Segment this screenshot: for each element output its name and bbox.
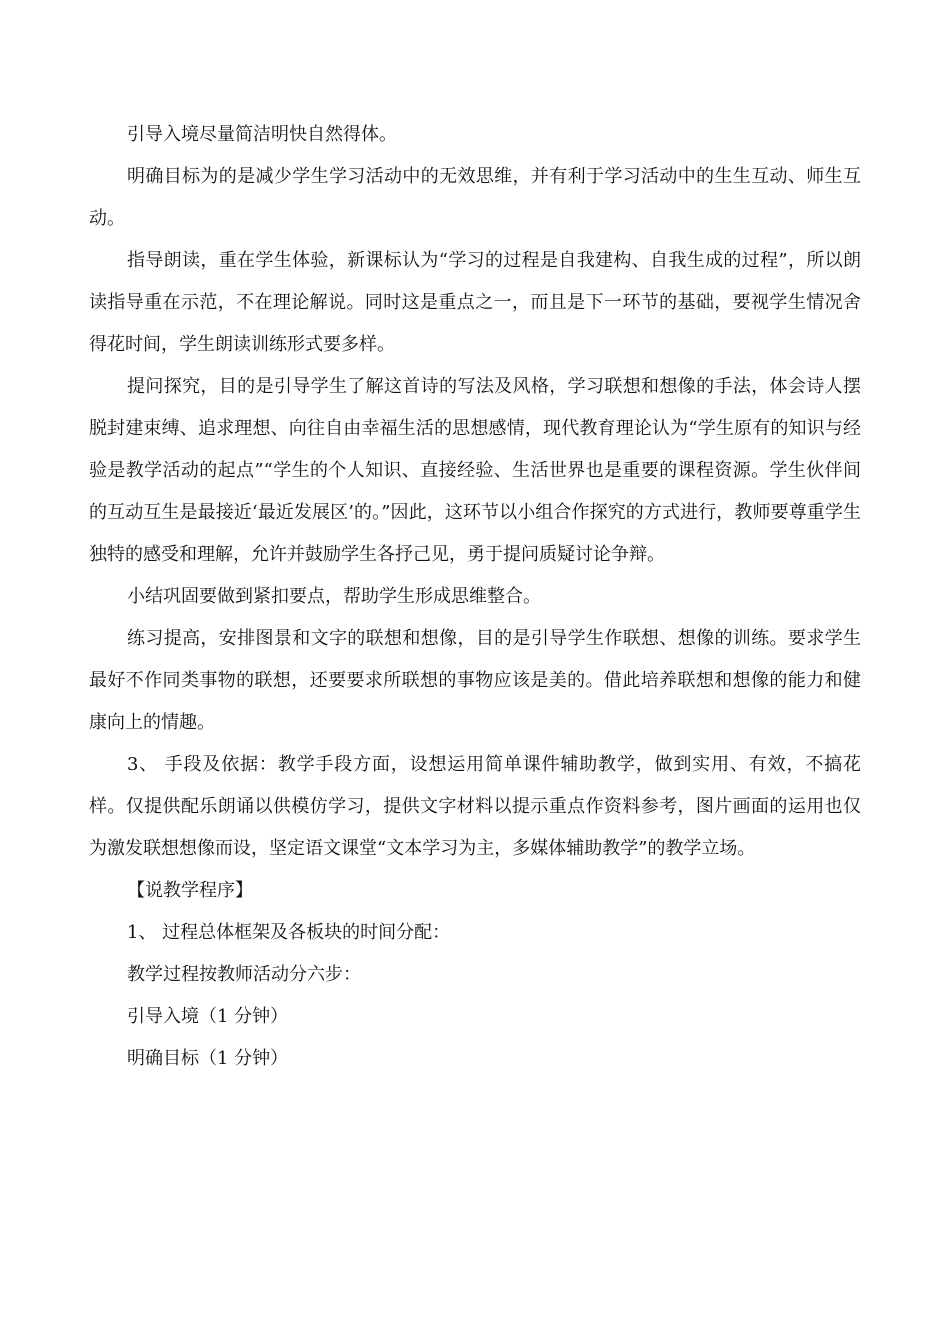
document-body [89, 114, 861, 1080]
list-item: 明确目标（1 分钟） [127, 1048, 289, 1069]
paragraph: 1、 过程总体框架及各板块的时间分配： [127, 922, 451, 943]
paragraph: 提问探究，目的是引导学生了解这首诗的写法及风格，学习联想和想像的手法，体会诗人摆脱封建束缚、追求理想、向往自由幸福生活的思想感情，现代教育理论认为“学生原有的知识与经验是教学活动的起点”“学生的个人知识、直接经验、生活世界也是重要的课程资源。学生伙伴间的互动互生是最接近‘最近发展区’的。”因此，这环节以小组合作探究的方式进行，教师要尊重学生独特的感受和理解，允许并鼓励学生各抒己见，勇于提问质疑讨论争辩。 [89, 376, 861, 565]
paragraph: 教学过程按教师活动分六步： [127, 964, 361, 985]
list-item: 引导入境（1 分钟） [127, 1006, 289, 1027]
paragraph: 3、 手段及依据：教学手段方面，设想运用简单课件辅助教学，做到实用、有效，不搞花样。仅提供配乐朗诵以供模仿学习，提供文字材料以提示重点作资料参考，图片画面的运用也仅为激发联想想像而设，坚定语文课堂“文本学习为主，多媒体辅助教学”的教学立场。 [89, 754, 861, 859]
paragraph: 引导入境尽量简洁明快自然得体。 [127, 124, 397, 145]
paragraph: 小结巩固要做到紧扣要点，帮助学生形成思维整合。 [127, 586, 541, 607]
paragraph: 练习提高，安排图景和文字的联想和想像，目的是引导学生作联想、想像的训练。要求学生最好不作同类事物的联想，还要要求所联想的事物应该是美的。借此培养联想和想像的能力和健康向上的情趣。 [89, 628, 861, 733]
paragraph: 明确目标为的是减少学生学习活动中的无效思维，并有利于学习活动中的生生互动、师生互动。 [89, 166, 861, 229]
section-heading: 【说教学程序】 [127, 880, 253, 901]
paragraph: 指导朗读，重在学生体验，新课标认为“学习的过程是自我建构、自我生成的过程”，所以朗读指导重在示范，不在理论解说。同时这是重点之一，而且是下一环节的基础，要视学生情况舍得花时间，学生朗读训练形式要多样。 [89, 250, 861, 355]
